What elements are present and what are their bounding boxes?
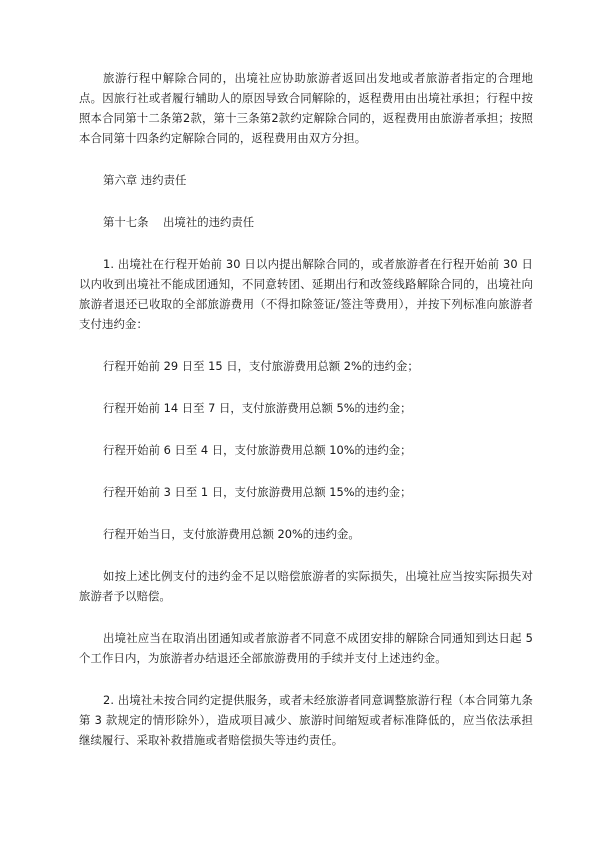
penalty-item: 行程开始前 6 日至 4 日，支付旅游费用总额 10%的违约金；	[103, 443, 412, 457]
chapter-heading: 第六章 违约责任	[103, 173, 187, 187]
clause-2-paragraph: 2. 出境社未按合同约定提供服务，或者未经旅游者同意调整旅游行程（本合同第九条第 3 款规定的情形除外），造成项目减少、旅游时间缩短或者标准降低的，应当依法承担继续履行、采取补救措施或者赔偿损失等违约责任。	[79, 693, 533, 747]
penalty-item: 行程开始当日，支付旅游费用总额 20%的违约金。	[103, 527, 360, 541]
compensation-paragraph: 如按上述比例支付的违约金不足以赔偿旅游者的实际损失，出境社应当按实际损失对旅游者予以赔偿。	[79, 569, 533, 603]
clause-1-paragraph: 1. 出境社在行程开始前 30 日以内提出解除合同的，或者旅游者在行程开始前 30 日以内收到出境社不能成团通知，不同意转团、延期出行和改签线路解除合同的，出境社向旅游者退还已收取的全部旅游费用（不得扣除签证/签注等费用），并按下列标准向旅游者支付违约金：	[79, 257, 533, 331]
clause-title: 第十七条 出境社的违约责任	[103, 215, 255, 229]
deadline-paragraph: 出境社应当在取消出团通知或者旅游者不同意不成团安排的解除合同通知到达日起 5 个工作日内，为旅游者办结退还全部旅游费用的手续并支付上述违约金。	[79, 631, 533, 665]
intro-paragraph: 旅游行程中解除合同的，出境社应协助旅游者返回出发地或者旅游者指定的合理地点。因旅行社或者履行辅助人的原因导致合同解除的，返程费用由出境社承担；行程中按照本合同第十二条第2款，第十三条第2款约定解除合同的，返程费用由旅游者承担；按照本合同第十四条约定解除合同的，返程费用由双方分担。	[79, 71, 533, 145]
penalty-item: 行程开始前 14 日至 7 日，支付旅游费用总额 5%的违约金；	[103, 401, 412, 415]
penalty-item: 行程开始前 3 日至 1 日，支付旅游费用总额 15%的违约金；	[103, 485, 412, 499]
penalty-item: 行程开始前 29 日至 15 日，支付旅游费用总额 2%的违约金；	[103, 359, 419, 373]
